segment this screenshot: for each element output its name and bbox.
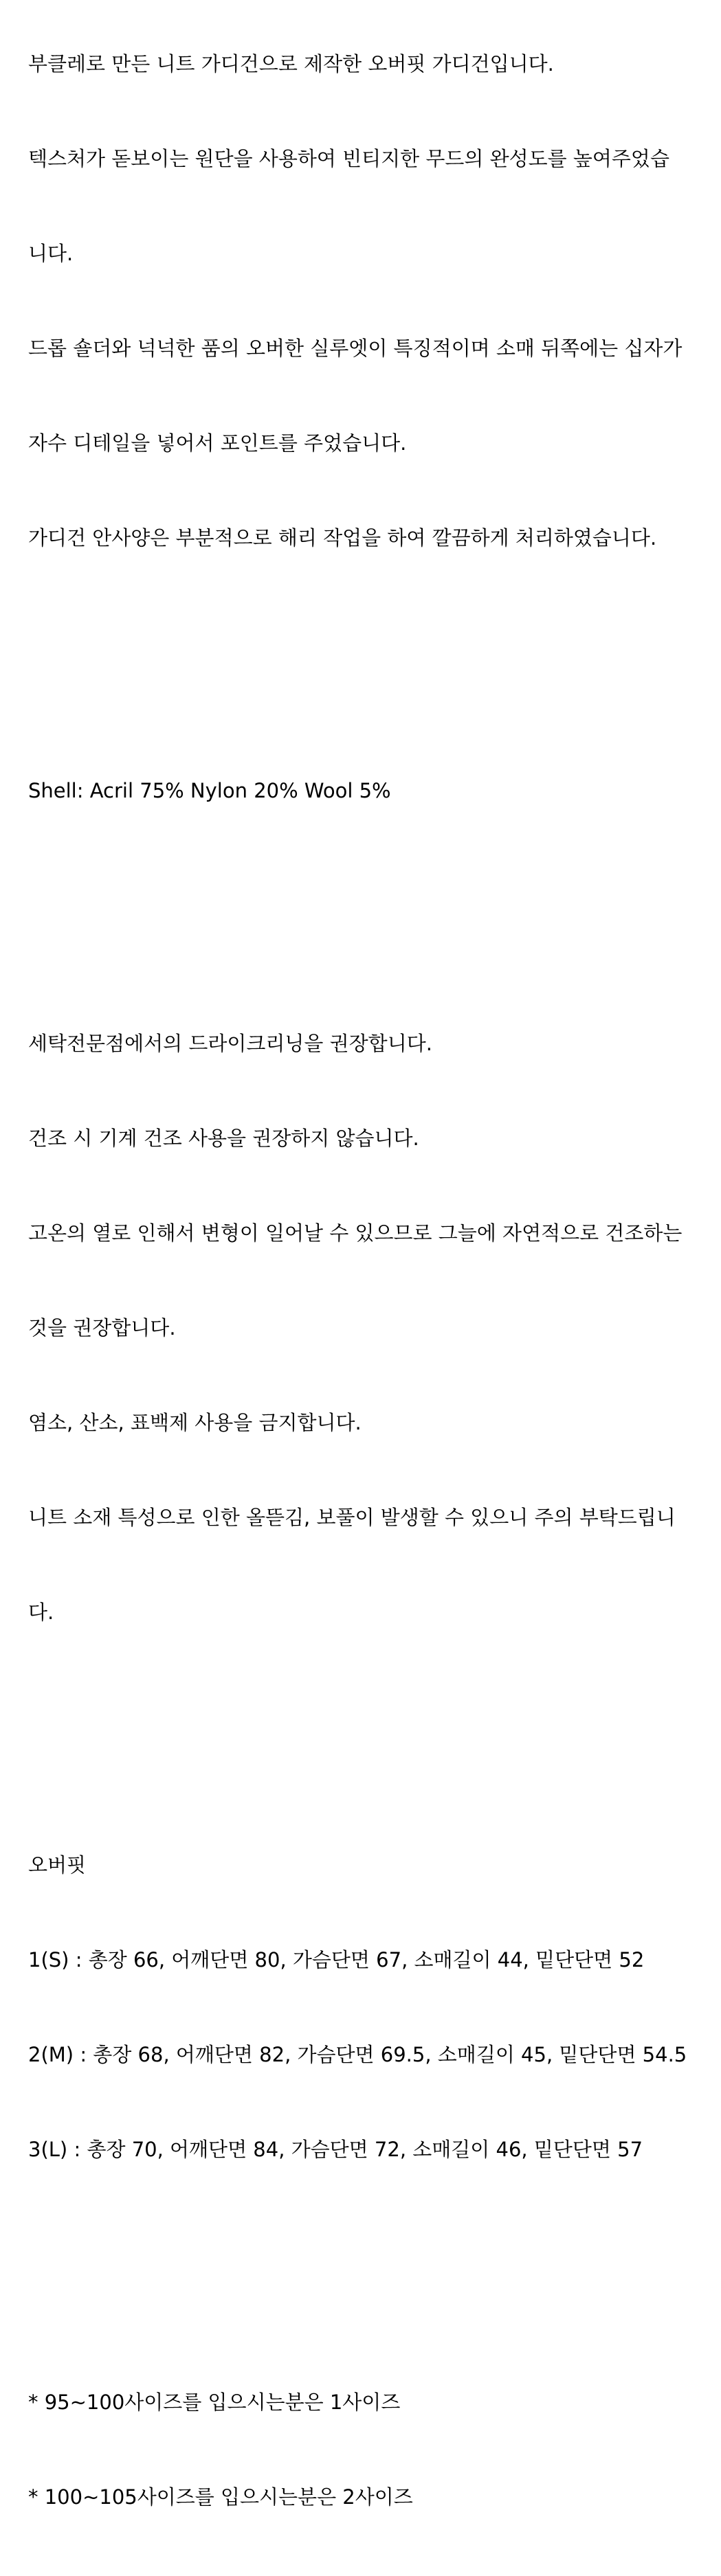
paragraph-spacer <box>28 1723 716 1754</box>
size-line-l: 3(L) : 총장 70, 어깨단면 84, 가슴단면 72, 소매길이 46, 밑단단면 57 <box>28 2138 643 2161</box>
material-composition: Shell: Acril 75% Nylon 20% Wool 5% <box>28 779 391 802</box>
description-line-2: 텍스처가 돋보이는 원단을 사용하여 빈티지한 무드의 완성도를 높여주었습 <box>28 147 669 170</box>
description-line-3: 니다. <box>28 242 74 265</box>
care-line-6: 니트 소재 특성으로 인한 올뜯김, 보풀이 발생할 수 있으니 주의 부탁드립니 <box>28 1506 676 1529</box>
paragraph-spacer <box>28 648 716 680</box>
size-line-m: 2(M) : 총장 68, 어깨단면 82, 가슴단면 69.5, 소매길이 45, 밑단단면 54.5 <box>28 2043 687 2066</box>
paragraph-spacer <box>28 2260 716 2292</box>
size-recommendation-1: * 95~100사이즈를 입으시는분은 1사이즈 <box>28 2391 401 2414</box>
care-line-7: 다. <box>28 1601 54 1624</box>
care-line-5: 염소, 산소, 표백제 사용을 금지합니다. <box>28 1411 362 1434</box>
size-line-s: 1(S) : 총장 66, 어깨단면 80, 가슴단면 67, 소매길이 44, 밑단단면 52 <box>28 1948 645 1971</box>
description-line-6: 가디건 안사양은 부분적으로 해리 작업을 하여 깔끔하게 처리하였습니다. <box>28 526 657 550</box>
care-line-1: 세탁전문점에서의 드라이크리닝을 권장합니다. <box>28 1032 432 1055</box>
description-line-5: 자수 디테일을 넣어서 포인트를 주었습니다. <box>28 431 407 455</box>
size-recommendation-2: * 100~105사이즈를 입으시는분은 2사이즈 <box>28 2485 413 2509</box>
care-line-2: 건조 시 기계 건조 사용을 권장하지 않습니다. <box>28 1127 419 1150</box>
paragraph-spacer <box>28 901 716 933</box>
description-line-4: 드롭 숄더와 넉넉한 품의 오버한 실루엣이 특징적이며 소매 뒤쪽에는 십자가 <box>28 337 683 360</box>
care-line-4: 것을 권장합니다. <box>28 1316 176 1340</box>
fit-title: 오버핏 <box>28 1853 87 1877</box>
care-line-3: 고온의 열로 인해서 변형이 일어날 수 있으므로 그늘에 자연적으로 건조하는 <box>28 1221 683 1245</box>
description-line-1: 부클레로 만든 니트 가디건으로 제작한 오버핏 가디건입니다. <box>28 52 554 76</box>
product-description-text <box>28 0 716 2576</box>
